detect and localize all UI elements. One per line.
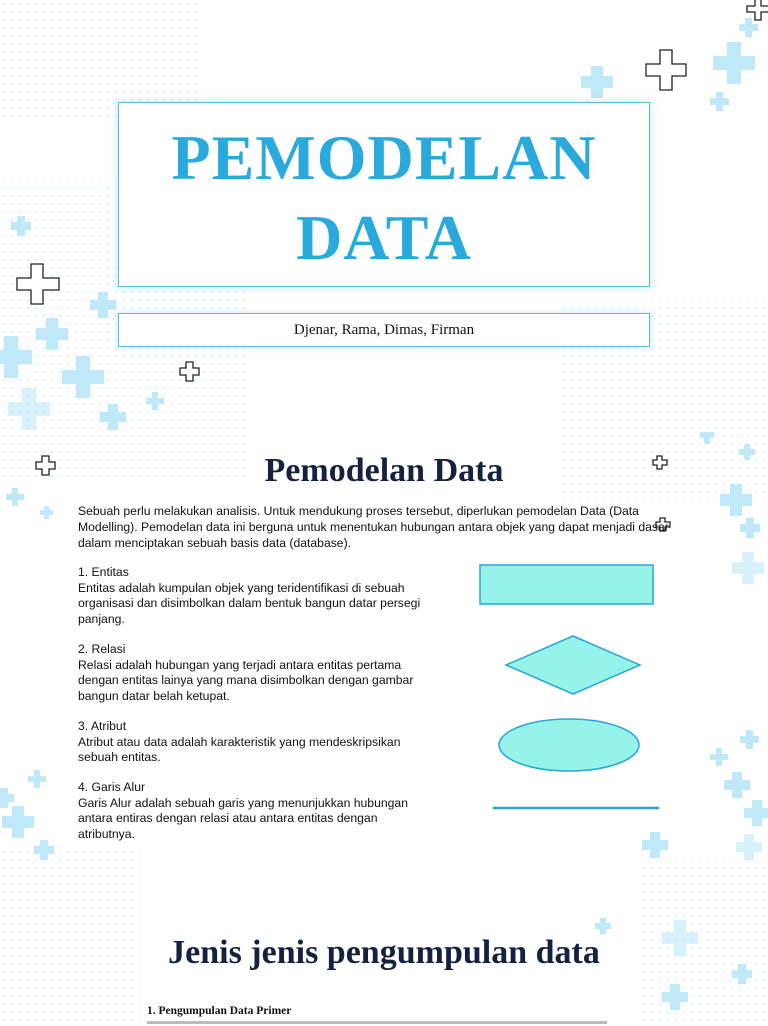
attribute-ellipse-symbol	[499, 719, 639, 771]
intro-paragraph: Sebuah perlu melakukan analisis. Untuk mendukung proses tersebut, diperlukan pemodelan Data (Data Modelling). Pemodelan data ini berguna untuk menentukan hubungan antara objek yang dapat menjadi dasar dalam menciptakan sebuah basis data (database).	[78, 504, 669, 550]
item-title: 1. Entitas	[78, 565, 129, 579]
item-description: Relasi adalah hubungan yang terjadi antara entitas pertama dengan entitas lainya yang mana disimbolkan dengan gambar bangun datar belah ketupat.	[78, 657, 414, 703]
authors-box: Djenar, Rama, Dimas, Firman	[118, 313, 650, 347]
item-description: Garis Alur adalah sebuah garis yang menunjukkan hubungan antara entiras dengan relasi atau antara entitas dengan atributnya.	[78, 795, 408, 841]
section-heading-pemodelan: Pemodelan Data	[264, 452, 504, 489]
title-line-2: DATA	[296, 202, 472, 273]
section-heading-jenis: Jenis jenis pengumpulan data	[168, 934, 600, 971]
item-title: 3. Atribut	[78, 719, 127, 733]
relationship-diamond-symbol	[506, 636, 640, 694]
item-description: Atribut atau data adalah karakteristik yang mendeskripsikan sebuah entitas.	[78, 734, 401, 764]
entity-rectangle-symbol	[480, 565, 653, 604]
cut-off-text-line	[147, 1018, 607, 1026]
title-line-1: PEMODELAN	[171, 122, 597, 193]
item-description: Entitas adalah kumpulan objek yang teridentifikasi di sebuah organisasi dan disimbolkan dalam bentuk bangun datar persegi panjang.	[78, 580, 421, 626]
item-title: 2. Relasi	[78, 642, 126, 656]
item-title: 4. Garis Alur	[78, 780, 146, 794]
list-item-primer: 1. Pengumpulan Data Primer	[147, 1005, 292, 1017]
